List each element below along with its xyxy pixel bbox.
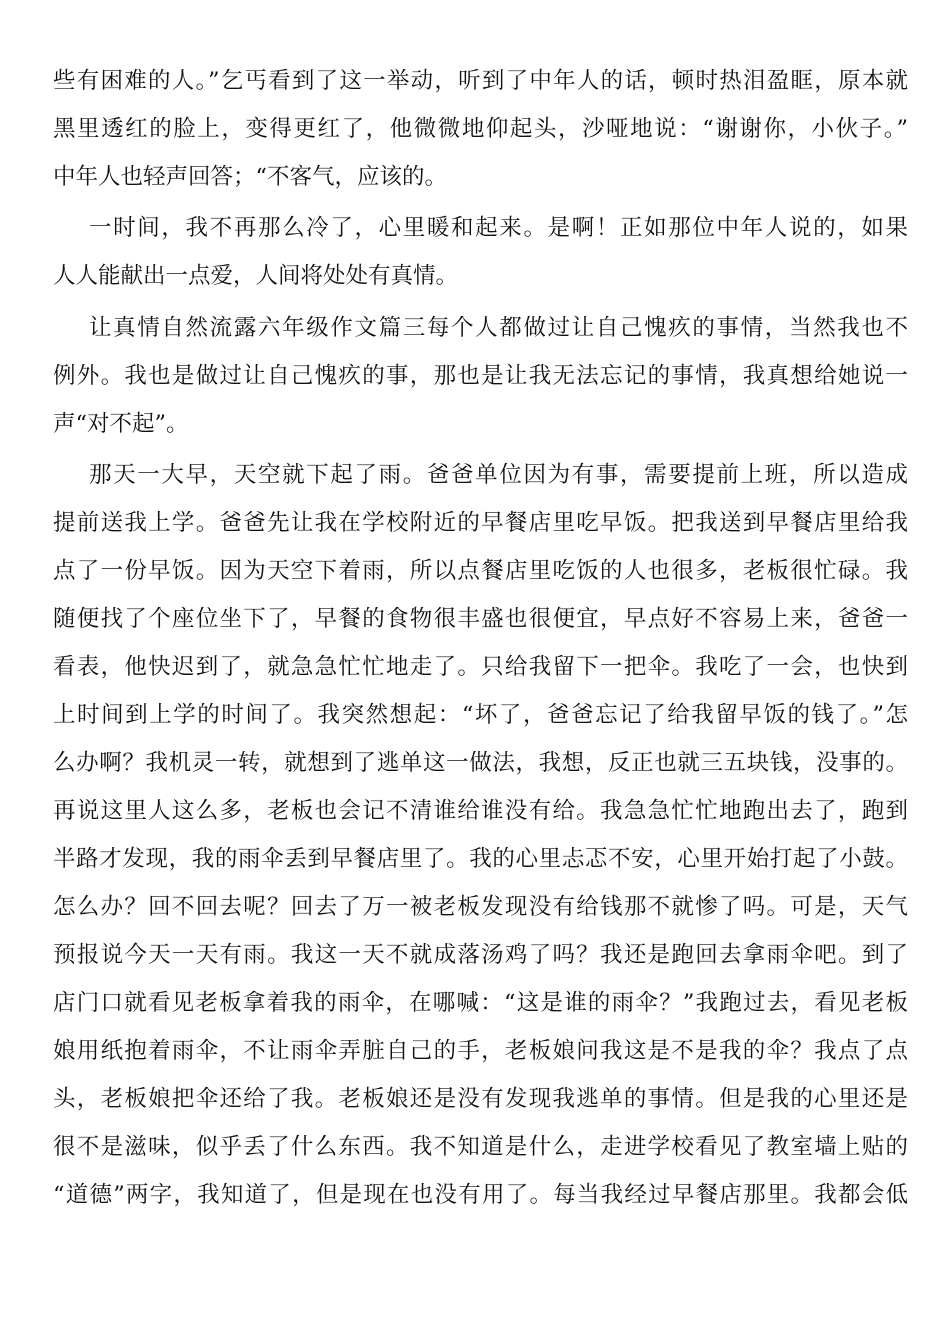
- text-line: 怎么办？回不回去呢？回去了万一被老板发现没有给钱那不就惨了吗。可是，天气: [53, 894, 908, 920]
- text-line: 人人能献出一点爱，人间将处处有真情。: [53, 263, 459, 289]
- text-line: 上时间到上学的时间了。我突然想起：“坏了，爸爸忘记了给我留早饭的钱了。”怎: [53, 702, 908, 728]
- paragraph-3: [53, 304, 908, 448]
- text-line: 点了一份早饭。因为天空下着雨，所以点餐店里吃饭的人也很多，老板很忙碌。我: [53, 558, 908, 584]
- paragraph-4: [53, 451, 908, 1219]
- text-line: 那天一大早，天空就下起了雨。爸爸单位因为有事，需要提前上班，所以造成: [89, 462, 908, 488]
- text-line: “道德”两字，我知道了，但是现在也没有用了。每当我经过早餐店那里。我都会低: [53, 1182, 908, 1208]
- text-line: 例外。我也是做过让自己愧疚的事，那也是让我无法忘记的事情，我真想给她说一: [53, 363, 908, 389]
- text-line: 预报说今天一天有雨。我这一天不就成落汤鸡了吗？我还是跑回去拿雨伞吧。到了: [53, 942, 908, 968]
- text-line: 一时间，我不再那么冷了，心里暖和起来。是啊！正如那位中年人说的，如果: [89, 215, 908, 241]
- text-line: 很不是滋味，似乎丢了什么东西。我不知道是什么，走进学校看见了教室墙上贴的: [53, 1134, 908, 1160]
- paragraph-2: [53, 204, 908, 300]
- text-line: 看表，他快迟到了，就急急忙忙地走了。只给我留下一把伞。我吃了一会，也快到: [53, 654, 908, 680]
- text-line: 店门口就看见老板拿着我的雨伞，在哪喊：“这是谁的雨伞？”我跑过去，看见老板: [53, 990, 908, 1016]
- text-line: 黑里透红的脸上，变得更红了，他微微地仰起头，沙哑地说：“谢谢你，小伙子。”: [53, 116, 908, 142]
- text-line: 娘用纸抱着雨伞，不让雨伞弄脏自己的手，老板娘问我这是不是我的伞？我点了点: [53, 1038, 908, 1064]
- text-line: 些有困难的人。”乞丐看到了这一举动，听到了中年人的话，顿时热泪盈眶，原本就: [53, 68, 908, 94]
- text-line: 中年人也轻声回答；“不客气，应该的。: [53, 164, 448, 190]
- text-line: 么办啊？我机灵一转，就想到了逃单这一做法，我想，反正也就三五块钱，没事的。: [53, 750, 908, 776]
- text-line: 头，老板娘把伞还给了我。老板娘还是没有发现我逃单的事情。但是我的心里还是: [53, 1086, 908, 1112]
- text-line: 随便找了个座位坐下了，早餐的食物很丰盛也很便宜，早点好不容易上来，爸爸一: [53, 606, 908, 632]
- text-line: 让真情自然流露六年级作文篇三每个人都做过让自己愧疚的事情，当然我也不: [89, 315, 908, 341]
- text-line: 提前送我上学。爸爸先让我在学校附近的早餐店里吃早饭。把我送到早餐店里给我: [53, 510, 908, 536]
- paragraph-1: [53, 57, 908, 201]
- text-line: 声“对不起”。: [53, 411, 189, 437]
- text-line: 半路才发现，我的雨伞丢到早餐店里了。我的心里忐忑不安，心里开始打起了小鼓。: [53, 846, 908, 872]
- text-line: 再说这里人这么多，老板也会记不清谁给谁没有给。我急急忙忙地跑出去了，跑到: [53, 798, 908, 824]
